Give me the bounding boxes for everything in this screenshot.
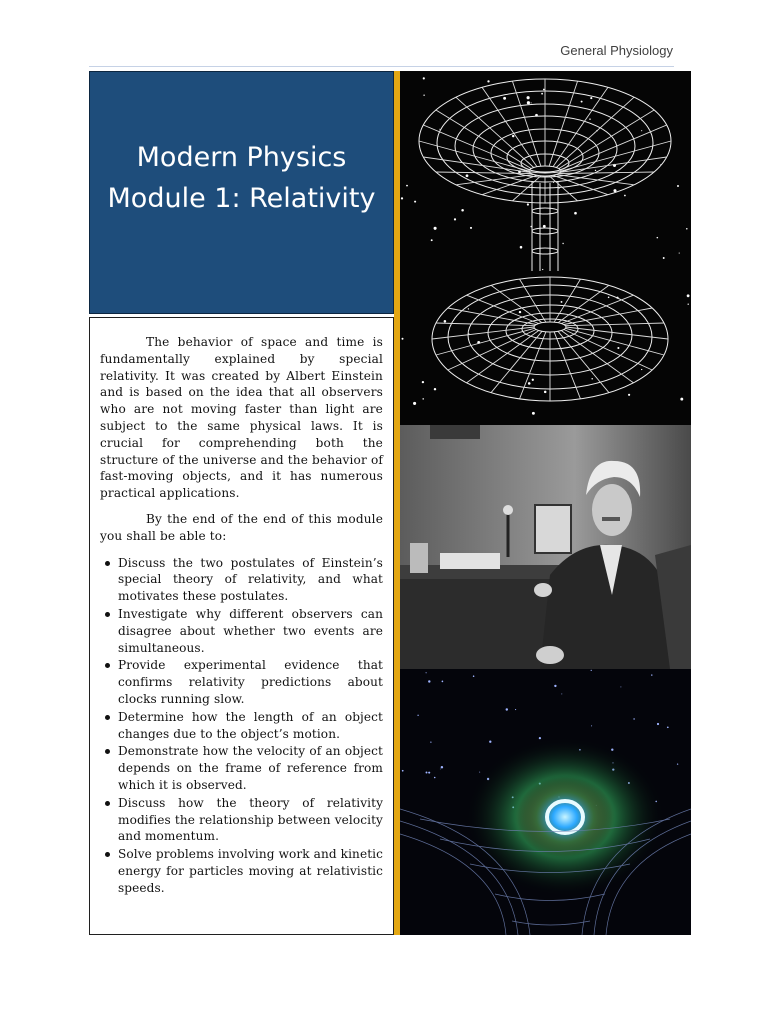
bullet-icon — [105, 663, 110, 668]
objectives-lead: By the end of the end of this module you shall be able to: — [100, 511, 383, 543]
space-funnel-illustration — [400, 669, 691, 935]
bullet-icon — [105, 852, 110, 857]
objective-item: Provide experimental evidence that confirms relativity predictions about clocks running slow. — [100, 657, 383, 707]
title-line-2: Module 1: Relativity — [107, 182, 376, 214]
bullet-icon — [105, 749, 110, 754]
wormhole-illustration — [400, 71, 691, 425]
space-funnel-image — [400, 669, 691, 935]
module-title — [108, 137, 376, 219]
running-header: General Physiology — [560, 43, 673, 58]
objective-item: Discuss the two postulates of Einstein’s special theory of relativity, and what motivates these postulates. — [100, 555, 383, 605]
wormhole-image — [400, 71, 691, 425]
header-divider — [89, 66, 674, 67]
objective-item: Investigate why different observers can disagree about whether two events are simultaneous. — [100, 606, 383, 656]
einstein-illustration — [400, 425, 691, 669]
title-panel — [89, 71, 394, 314]
objective-item: Discuss how the theory of relativity modifies the relationship between velocity and momentum. — [100, 795, 383, 845]
bullet-icon — [105, 801, 110, 806]
objectives-list — [100, 555, 383, 897]
intro-paragraph: The behavior of space and time is fundamentally explained by special relativity. It was created by Albert Einstein and is based on the idea that all observers who are not moving faster than light are subject to the same physical laws. It is crucial for comprehending both the structure of the universe and the behavior of fast-moving objects, and it has numerous practical applications. — [100, 335, 383, 501]
objective-item: Solve problems involving work and kinetic energy for particles moving at relativistic speeds. — [100, 846, 383, 896]
bullet-icon — [105, 561, 110, 566]
bullet-icon — [105, 715, 110, 720]
einstein-photo — [400, 425, 691, 669]
objective-item: Determine how the length of an object changes due to the object’s motion. — [100, 709, 383, 743]
objective-item: Demonstrate how the velocity of an object depends on the frame of reference from which it is observed. — [100, 743, 383, 793]
title-line-1: Modern Physics — [136, 141, 347, 173]
intro-text-panel — [89, 317, 394, 935]
bullet-icon — [105, 612, 110, 617]
